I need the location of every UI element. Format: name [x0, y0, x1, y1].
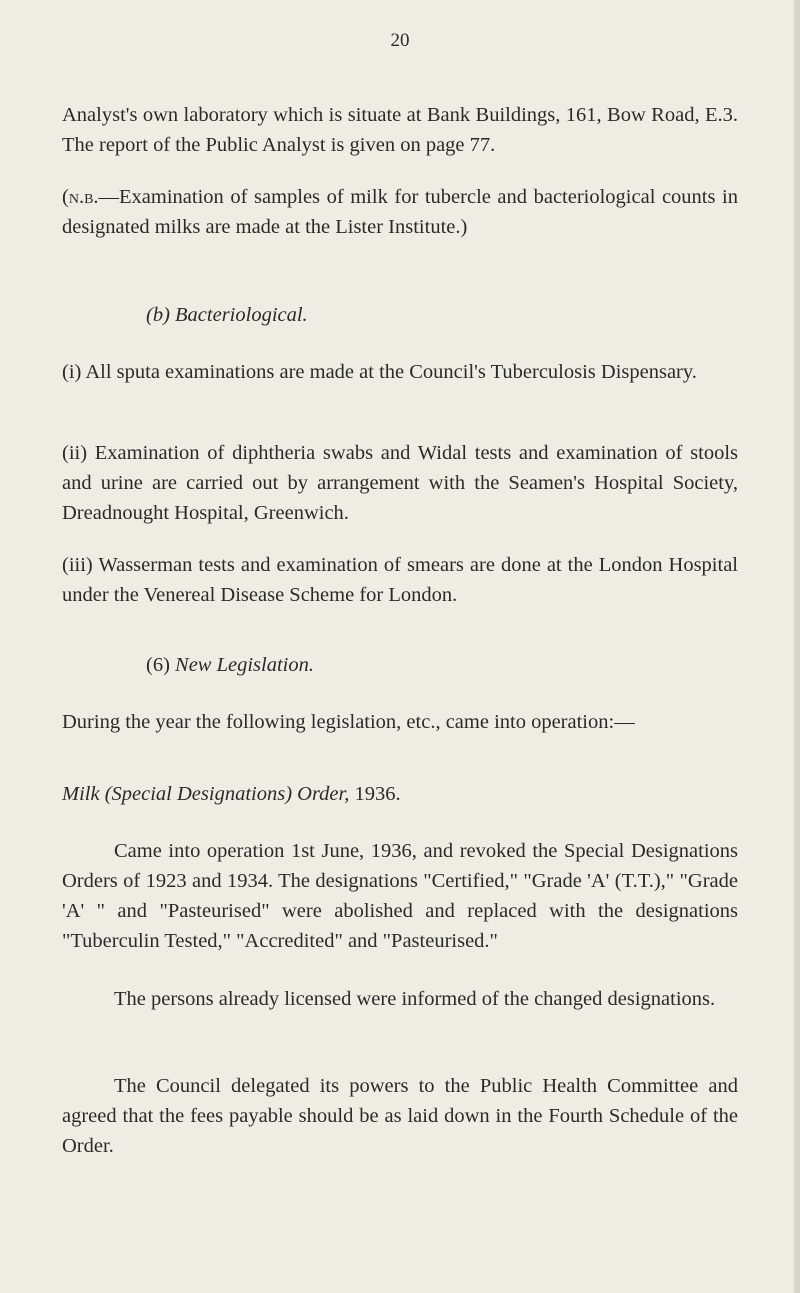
bacteriological-number: (b): [146, 304, 170, 326]
order-part2: Special Designations: [111, 783, 286, 805]
paragraph-nb-lister-institute: [62, 182, 738, 242]
paragraph-persons-licensed: The persons already licensed were informed of the changed designations.: [114, 988, 716, 1010]
legislation-number: (6): [146, 654, 170, 676]
paragraph-council-delegated: The Council delegated its powers to the Public Health Committee and agreed that the fees payable should be as laid down in the Fourth Schedule of the Order.: [62, 1075, 738, 1157]
nb-open-paren: (: [62, 186, 69, 208]
order-part3: ) Order,: [285, 783, 350, 805]
paragraph-came-into-operation: Came into operation 1st June, 1936, and revoked the Special Designations Orders of 1923 and 1934. The designations "Certified," "Grade 'A' (T.T.)," "Grade 'A' " and "Pasteurised" were abolished and replaced with the designations "Tuberculin Tested," "Accredited" and "Pasteurised.": [62, 840, 738, 952]
nb-text: —Examination of samples of milk for tubercle and bacteriological counts in designated milks are made at the Lister Institute.): [62, 186, 738, 238]
paragraph-item-ii: (ii) Examination of diphtheria swabs and Widal tests and examination of stools and urine are carried out by arrangement with the Seamen's Hospital Society, Dreadnought Hospital, Greenwich.: [62, 442, 738, 524]
bacteriological-title: Bacteriological.: [175, 304, 308, 326]
order-year: 1936.: [354, 783, 401, 805]
page-edge: [794, 0, 800, 1293]
heading-new-legislation: [146, 650, 646, 680]
paragraph-item-i: (i) All sputa examinations are made at the Council's Tuberculosis Dispensary.: [62, 361, 697, 383]
paragraph-analyst-laboratory: Analyst's own laboratory which is situate at Bank Buildings, 161, Bow Road, E.3. The report of the Public Analyst is given on page 77.: [62, 104, 738, 156]
nb-label: n.b.: [68, 186, 99, 208]
page-number: 20: [390, 30, 410, 51]
paragraph-during-the-year: During the year the following legislation, etc., came into operation:—: [62, 711, 635, 733]
paragraph-item-iii: (iii) Wasserman tests and examination of smears are done at the London Hospital under the Venereal Disease Scheme for London.: [62, 554, 738, 606]
heading-milk-order: [62, 779, 738, 809]
order-part1: Milk (: [62, 783, 112, 805]
legislation-title: New Legislation.: [175, 654, 314, 676]
heading-bacteriological: [146, 300, 646, 330]
